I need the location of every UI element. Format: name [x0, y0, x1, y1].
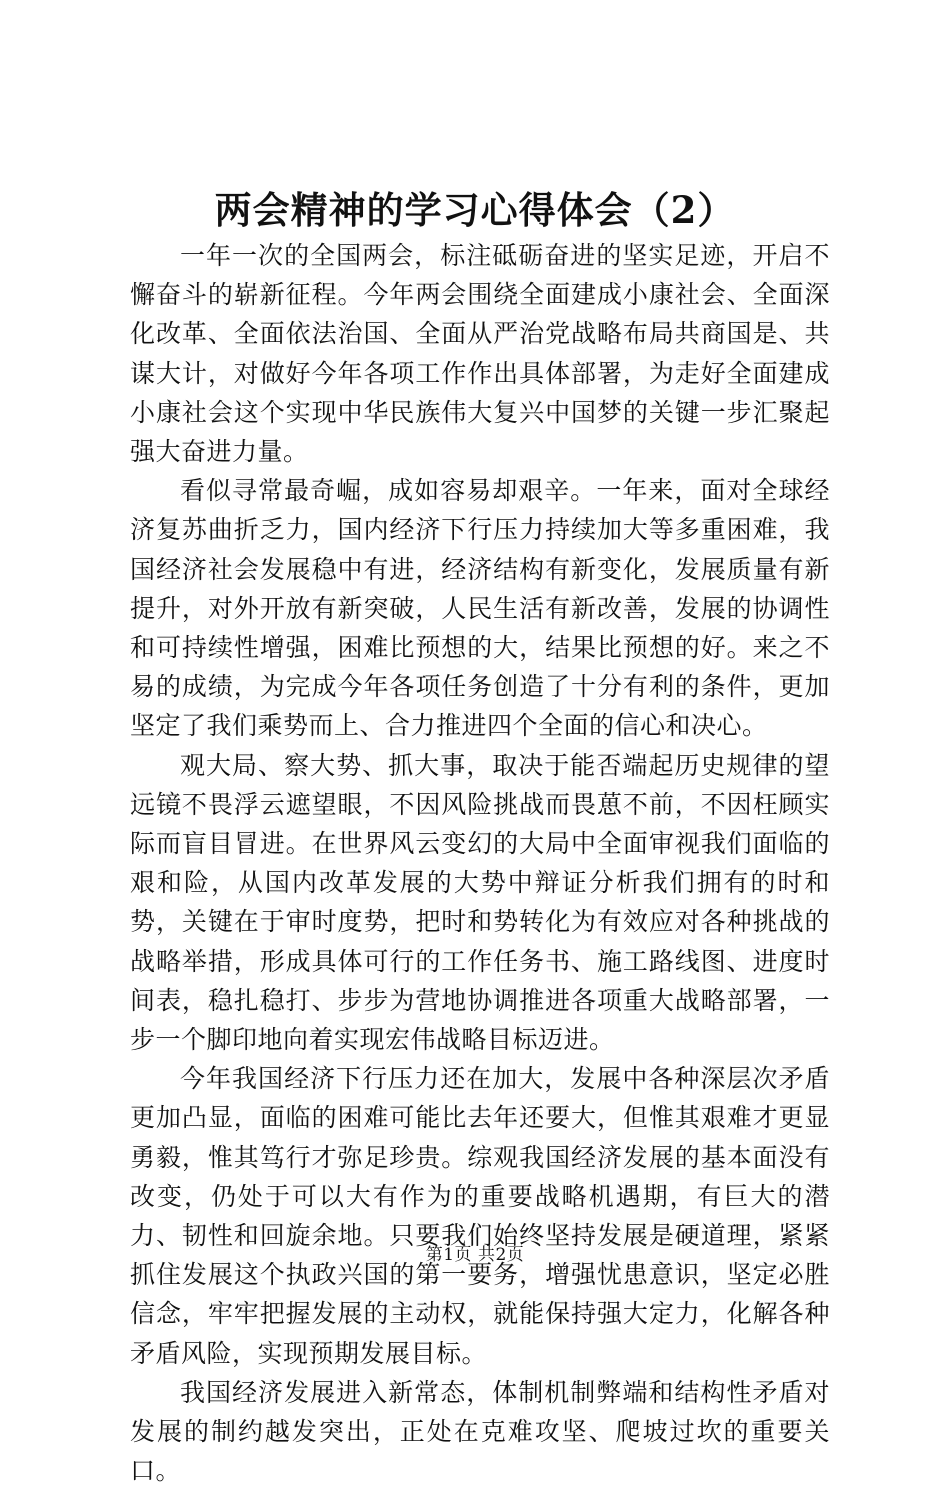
- paragraph-4: 今年我国经济下行压力还在加大，发展中各种深层次矛盾更加凸显，面临的困难可能比去年还要大，但惟其艰难才更显勇毅，惟其笃行才弥足珍贵。综观我国经济发展的基本面没有改变，仍处于可以大有作为的重要战略机遇期，有巨大的潜力、韧性和回旋余地。只要我们始终坚持发展是硬道理，紧紧抓住发展这个执政兴国的第一要务，增强忧患意识，坚定必胜信念，牢牢把握发展的主动权，就能保持强大定力，化解各种矛盾风险，实现预期发展目标。: [130, 1064, 830, 1368]
- page-number-footer: 第1页 共2页: [425, 1245, 525, 1265]
- paragraph-5: 我国经济发展进入新常态，体制机制弊端和结构性矛盾对发展的制约越发突出，正处在克难攻坚、爬坡过坎的重要关口。: [130, 1377, 830, 1486]
- paragraph-3: 观大局、察大势、抓大事，取决于能否端起历史规律的望远镜不畏浮云遮望眼，不因风险挑战而畏葸不前，不因枉顾实际而盲目冒进。在世界风云变幻的大局中全面审视我们面临的艰和险，从国内改革发展的大势中辩证分析我们拥有的时和势，关键在于审时度势，把时和势转化为有效应对各种挑战的战略举措，形成具体可行的工作任务书、施工路线图、进度时间表，稳扎稳打、步步为营地协调推进各项重大战略部署，一步一个脚印地向着实现宏伟战略目标迈进。: [130, 750, 830, 1055]
- document-body: [130, 236, 830, 1491]
- document-title: 两会精神的学习心得体会（2）: [214, 188, 736, 232]
- paragraph-1: 一年一次的全国两会，标注砥砺奋进的坚实足迹，开启不懈奋斗的崭新征程。今年两会围绕全面建成小康社会、全面深化改革、全面依法治国、全面从严治党战略布局共商国是、共谋大计，对做好今年各项工作作出具体部署，为走好全面建成小康社会这个实现中华民族伟大复兴中国梦的关键一步汇聚起强大奋进力量。: [130, 241, 830, 467]
- paragraph-2: 看似寻常最奇崛，成如容易却艰辛。一年来，面对全球经济复苏曲折乏力，国内经济下行压力持续加大等多重困难，我国经济社会发展稳中有进，经济结构有新变化，发展质量有新提升，对外开放有新突破，人民生活有新改善，发展的协调性和可持续性增强，困难比预想的大，结果比预想的好。来之不易的成绩，为完成今年各项任务创造了十分有利的条件，更加坚定了我们乘势而上、合力推进四个全面的信心和决心。: [130, 476, 830, 741]
